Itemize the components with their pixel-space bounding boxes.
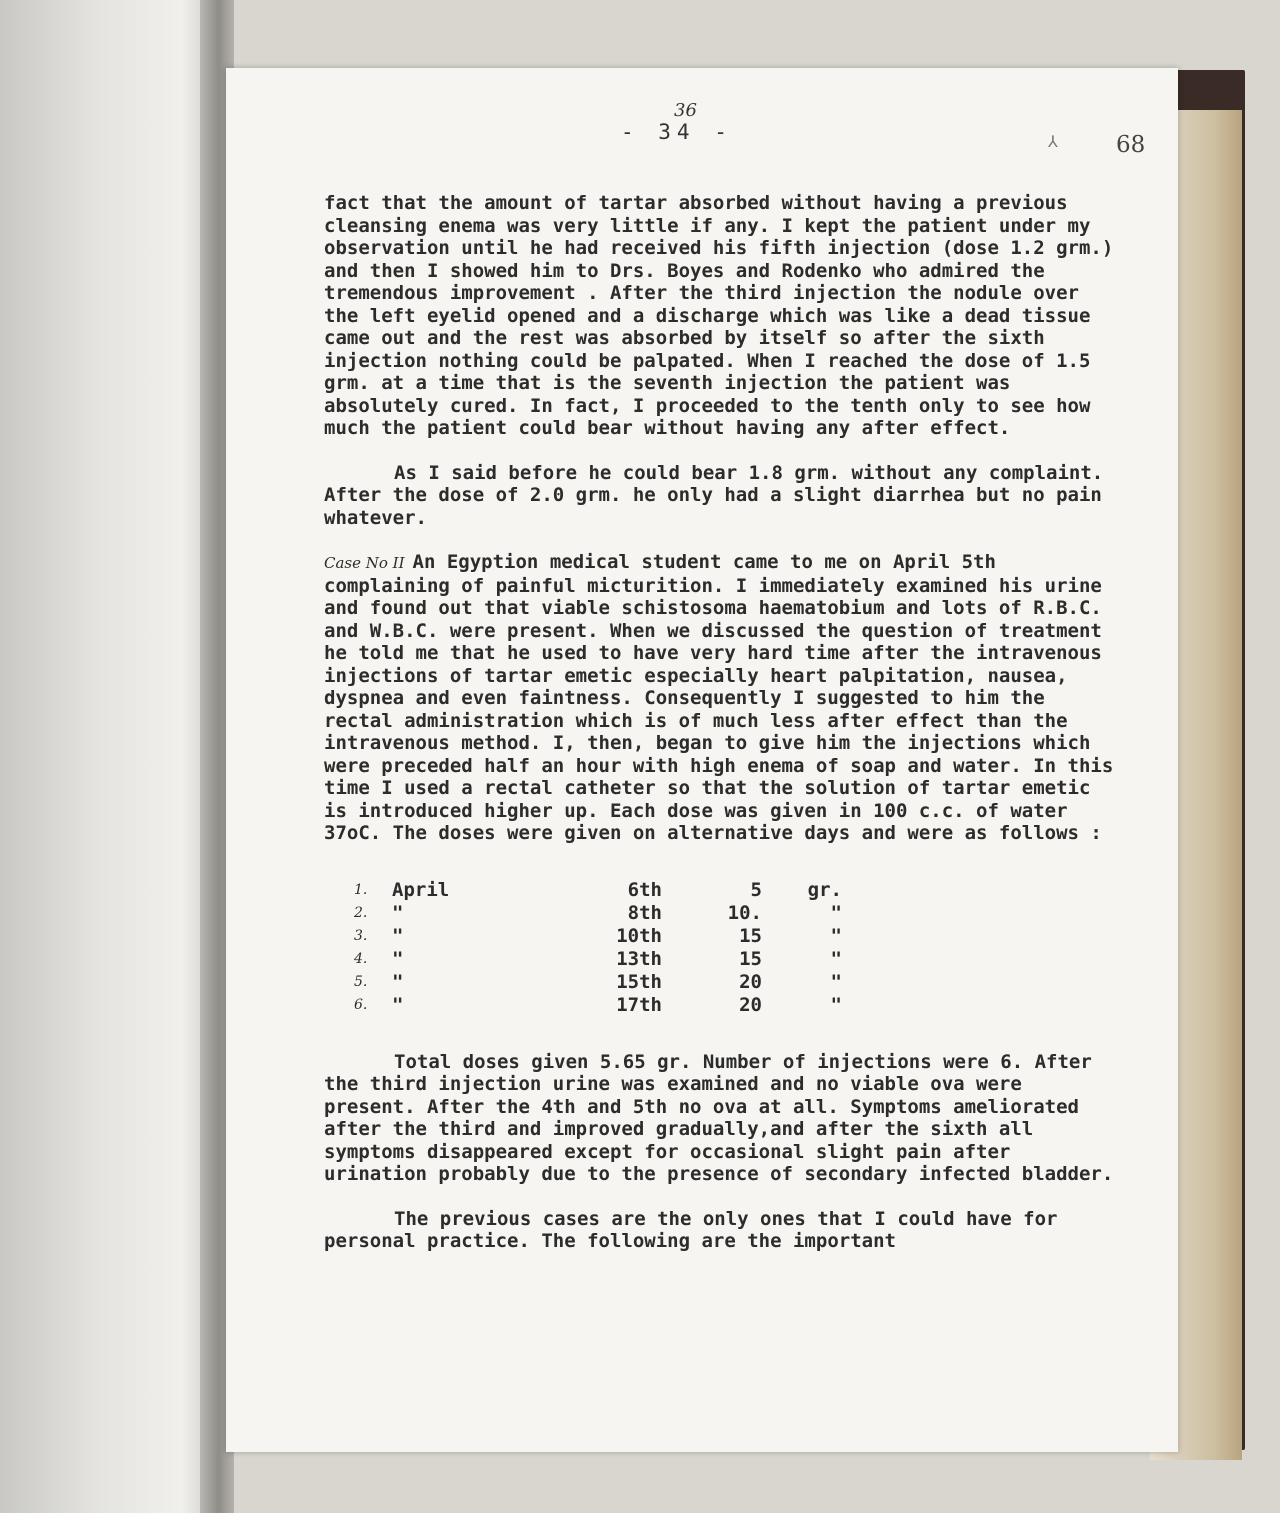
row-day: 10th <box>616 924 662 947</box>
row-amount: 20 <box>739 970 762 993</box>
row-day: 8th <box>627 901 662 924</box>
page-body <box>324 192 1114 1253</box>
row-month: " <box>392 901 404 924</box>
row-amount: 10. <box>727 901 762 924</box>
row-day: 15th <box>616 970 662 993</box>
row-number: 1. <box>354 881 368 898</box>
row-amount: 15 <box>739 947 762 970</box>
row-amount: 15 <box>739 924 762 947</box>
left-page <box>0 0 214 1513</box>
table-row <box>354 925 842 948</box>
row-month: April <box>392 878 450 901</box>
dose-table <box>354 879 842 1017</box>
margin-mark: ⅄ <box>1048 132 1058 151</box>
row-month: " <box>392 993 404 1016</box>
table-row <box>354 902 842 925</box>
row-day: 6th <box>627 878 662 901</box>
typed-page-number: - 34 - <box>621 120 733 144</box>
row-unit: " <box>830 970 842 993</box>
row-unit: " <box>830 947 842 970</box>
row-month: " <box>392 924 404 947</box>
row-number: 4. <box>354 950 368 967</box>
row-unit: " <box>830 924 842 947</box>
typed-page <box>226 68 1178 1452</box>
row-unit: gr. <box>807 878 842 901</box>
row-day: 17th <box>616 993 662 1016</box>
row-amount: 5 <box>750 878 762 901</box>
table-row <box>354 879 842 902</box>
closing-paragraph-1: Total doses given 5.65 gr. Number of injections were 6. After the third injection urine was examined and no viable ova were present. After the 4th and 5th no ova at all. Symptoms ameliorated after the third and improved gradually,and after the sixth all symptoms disappeared except for occasional slight pain after urination probably due to the presence of secondary infected bladder. <box>324 1050 1114 1185</box>
table-row <box>354 971 842 994</box>
table-row <box>354 994 842 1017</box>
row-number: 5. <box>354 973 368 990</box>
row-number: 3. <box>354 927 368 944</box>
case-text: An Egyption medical student came to me on April 5th complaining of painful micturition. I immediately examined his urine and found out that viable schistosoma haematobium and lots of R.B.C. and W.B.C. were present. When we discussed the question of treatment he told me that he used to have very hard time after the intravenous injections of tartar emetic especially heart palpitation, nausea, dyspnea and even faintness. Consequently I suggested to him the rectal administration which is of much less after effect than the intravenous method. I, then, began to give him the injections which were preceded half an hour with high enema of soap and water. In this time I used a rectal catheter so that the solution of tartar emetic is introduced higher up. Each dose was given in 100 c.c. of water 37oC. The doses were given on alternative days and were as follows : <box>324 551 1114 844</box>
row-number: 6. <box>354 996 368 1013</box>
row-unit: " <box>830 901 842 924</box>
row-day: 13th <box>616 947 662 970</box>
paragraph-1: fact that the amount of tartar absorbed without having a previous cleansing enema was very little if any. I kept the patient under my observation until he had received his fifth injection (dose 1.2 grm.) and then I showed him to Drs. Boyes and Rodenko who admired the tremendous improvement . After the third injection the nodule over the left eyelid opened and a discharge which was like a dead tissue came out and the rest was absorbed by itself so after the sixth injection nothing could be palpated. When I reached the dose of 1.5 grm. at a time that is the seventh injection the patient was absolutely cured. In fact, I proceeded to the tenth only to see how much the patient could bear without having any after effect. <box>324 192 1114 439</box>
paragraph-2: As I said before he could bear 1.8 grm. without any complaint. After the dose of 2.0 grm. he only had a slight diarrhea but no pain whatever. <box>324 461 1104 529</box>
handwritten-page-number: 36 <box>674 100 697 121</box>
folio-number: 68 <box>1116 132 1146 158</box>
row-month: " <box>392 970 404 993</box>
case-label: Case No II <box>324 554 405 572</box>
row-number: 2. <box>354 904 368 921</box>
table-row <box>354 948 842 971</box>
case-paragraph <box>324 551 1114 845</box>
closing-paragraph-2: The previous cases are the only ones that I could have for personal practice. The following are the important <box>324 1207 1058 1252</box>
row-month: " <box>392 947 404 970</box>
row-unit: " <box>830 993 842 1016</box>
row-amount: 20 <box>739 993 762 1016</box>
